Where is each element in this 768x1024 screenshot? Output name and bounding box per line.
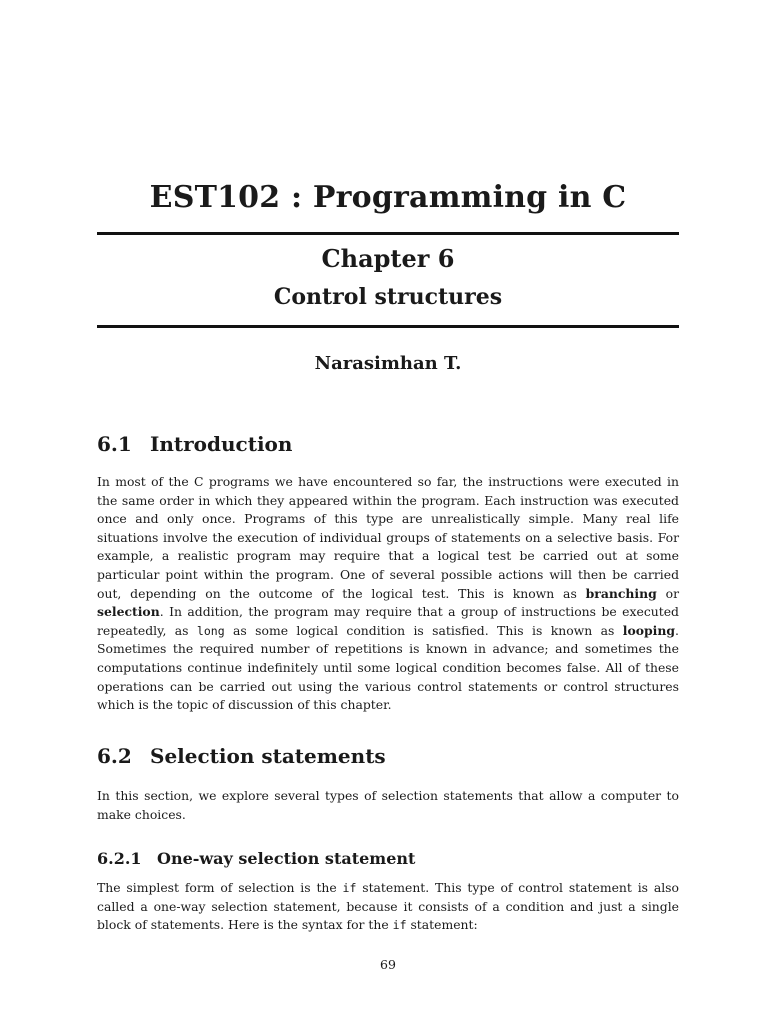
text-run: or xyxy=(656,585,679,601)
text-run: statement. This type of control statement is also called a one-way selection statement, because it consists of a condition and just a single block of statements. Here is the syntax for the xyxy=(97,880,679,933)
section-heading-6-2 xyxy=(97,744,679,768)
subsection-title: One-way selection statement xyxy=(157,849,416,868)
selection-paragraph xyxy=(97,787,679,824)
text-run: In most of the C programs we have encountered so far, the instructions were executed in the same order in which they appeared within the program. Each instruction was executed once and only once. Programs of this type are unrealistically simple. Many real life situations involve the execution of individual groups of statements on a selective basis. For example, a realistic program may require that a logical test be carried out at some particular point within the program. One of several possible actions will then be carried out, depending on the outcome of the logical test. This is known as xyxy=(97,474,679,601)
chapter-number: Chapter 6 xyxy=(321,244,455,273)
section-heading-6-1 xyxy=(97,432,679,456)
text-run: . In addition, the program may require that a group of instructions be executed repeatedly, as xyxy=(97,604,679,638)
section-title: Introduction xyxy=(150,432,293,456)
code-if: if xyxy=(342,881,357,895)
text-run: as some logical condition is satisfied. This is known as xyxy=(224,622,623,638)
author-name: Narasimhan T. xyxy=(314,353,462,374)
text-run: The simplest form of selection is the xyxy=(97,880,343,895)
title-rule-bottom xyxy=(97,325,679,328)
subsection-number: 6.2.1 xyxy=(97,849,142,868)
chapter-title: Control structures xyxy=(273,284,503,310)
course-title: EST102 : Programming in C xyxy=(149,180,627,215)
section-number: 6.1 xyxy=(97,432,132,456)
code-if: if xyxy=(392,918,407,933)
page-number: 69 xyxy=(380,957,396,972)
text-run: . Sometimes the required number of repetitions is known in advance; and sometimes the computations continue indefinitely until some logical condition becomes false. All of these operations can be carried out using the various control statements or control structures which is the topic of discussion of this chapter. xyxy=(97,622,679,713)
keyword-branching: branching xyxy=(585,585,657,601)
section-title: Selection statements xyxy=(150,744,386,768)
code-long: long xyxy=(196,623,225,638)
keyword-selection: selection xyxy=(97,604,160,620)
title-rule-top xyxy=(97,232,679,235)
keyword-looping: looping xyxy=(622,622,676,638)
subsection-heading-6-2-1 xyxy=(97,849,679,868)
intro-paragraph xyxy=(97,473,679,715)
text-run: In this section, we explore several types of selection statements that allow a computer to make choices. xyxy=(97,788,679,822)
one-way-paragraph xyxy=(97,879,679,935)
section-number: 6.2 xyxy=(97,744,132,768)
text-run: statement: xyxy=(406,917,478,933)
